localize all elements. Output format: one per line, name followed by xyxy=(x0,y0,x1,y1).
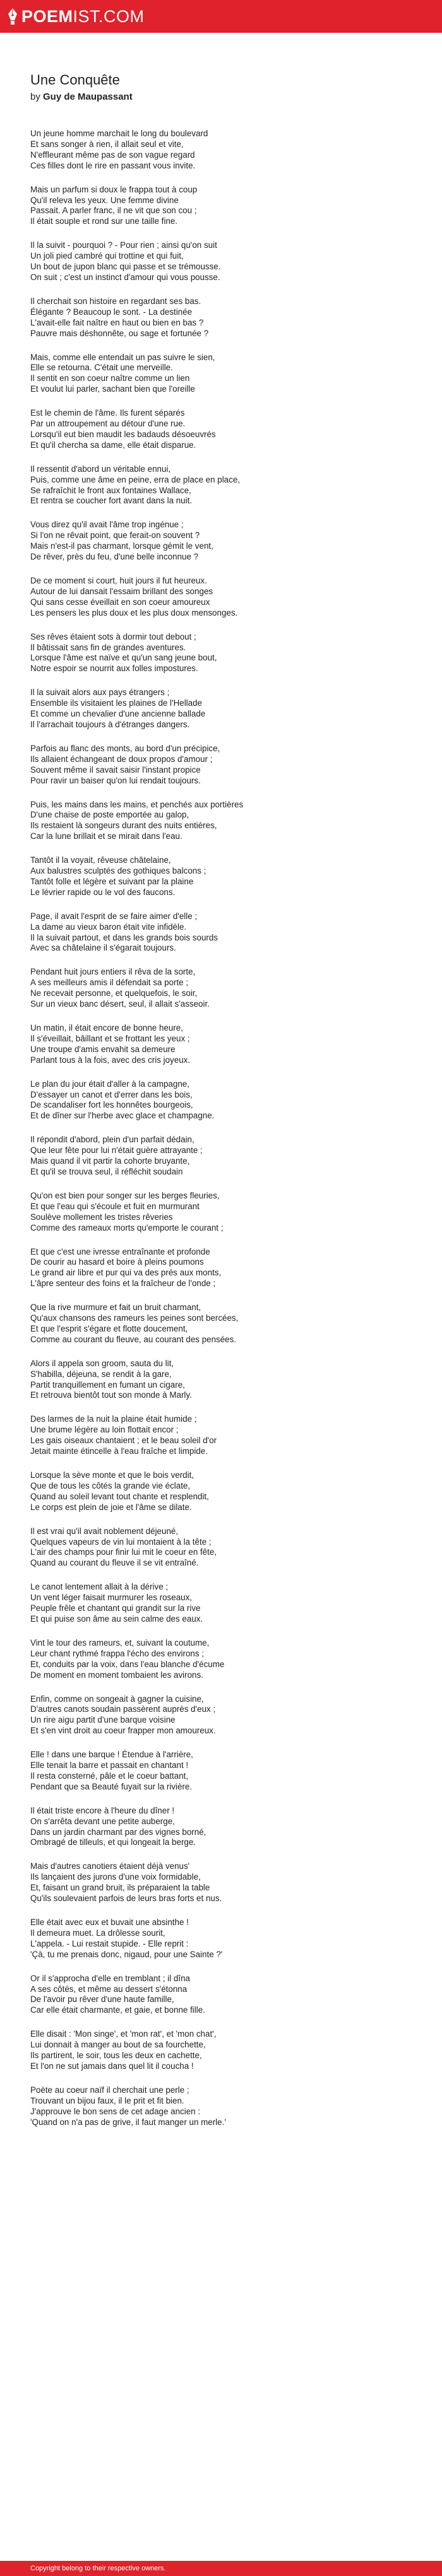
byline-label: by xyxy=(30,91,40,102)
poem-line: Et que c'est une ivresse entraînante et profonde xyxy=(30,1246,210,1256)
poem-line: Que leur fête pour lui n'était guère attrayante ; xyxy=(30,1145,203,1156)
poem-line: Il s'éveillait, bâillant et se frottant les yeux ; xyxy=(30,1033,190,1043)
poem-body xyxy=(30,129,412,2128)
poem-line: Qu'aux chansons des rameurs les peines sont bercées, xyxy=(30,1313,239,1323)
site-logo[interactable] xyxy=(8,7,145,26)
poem-line: Les gais oiseaux chantaient ; et le beau soleil d'or xyxy=(30,1436,217,1446)
poem-line: Qu'il releva les yeux. Une femme divine xyxy=(30,195,179,205)
poem-line: D'essayer un canot et d'errer dans les bois, xyxy=(30,1089,193,1099)
poem-line: Il était souple et rond sur une taille fine. xyxy=(30,216,177,226)
poem-line: Peuple frêle et chantant qui grandit sur la rive xyxy=(30,1603,201,1613)
poem-stanza xyxy=(30,1694,412,1737)
poem-line: De l'avoir pu rêver d'une haute famille, xyxy=(30,1994,174,2005)
poem-line: Et que l'esprit s'égare et flotte doucement, xyxy=(30,1323,188,1333)
poem-line: L'appela. - Lui restait stupide. - Elle reprit : xyxy=(30,1938,189,1948)
poem-byline xyxy=(30,91,412,103)
poem-stanza xyxy=(30,1806,412,1849)
poem-line: Tantôt folle et légère et suivant par la plaine xyxy=(30,876,194,886)
poem-line: A ses meilleurs amis il défendait sa porte ; xyxy=(30,978,189,988)
poem-stanza xyxy=(30,2085,412,2128)
poem-stanza xyxy=(30,1135,412,1178)
poem-line: Le grand air libre et pur qui va des prés aux monts, xyxy=(30,1268,222,1278)
poem-line: Quand au soleil levant tout chante et resplendit, xyxy=(30,1491,209,1501)
poem-line: Et que l'eau qui s'écoule et fuit en murmurant xyxy=(30,1201,200,1211)
poem-stanza xyxy=(30,1582,412,1625)
poem-line: Passait. A parler franc, il ne vit que son cou ; xyxy=(30,206,197,216)
poem-line: Il sentit en son coeur naître comme un lien xyxy=(30,373,190,383)
poem-stanza xyxy=(30,1470,412,1513)
poem-line: Lui donnait à manger au bout de sa fourchette, xyxy=(30,2040,206,2050)
poem-stanza xyxy=(30,408,412,451)
poem-line: Il demeura muet. La drôlesse sourit, xyxy=(30,1928,165,1938)
poem-line: Un matin, il était encore de bonne heure, xyxy=(30,1023,183,1033)
poem-line: Un jeune homme marchait le long du boulevard xyxy=(30,129,208,138)
poem-line: Et rentra se coucher fort avant dans la nuit. xyxy=(30,496,193,506)
poem-stanza xyxy=(30,129,412,172)
poem-line: Et de dîner sur l'herbe avec glace et champagne. xyxy=(30,1111,215,1121)
poem-line: Le plan du jour était d'aller à la campagne, xyxy=(30,1079,189,1089)
poem-line: Mais, comme elle entendait un pas suivre le sien, xyxy=(30,352,215,362)
poem-line: Mais n'est-il pas charmant, lorsque gémit le vent, xyxy=(30,541,213,551)
site-footer xyxy=(0,2561,442,2576)
poem-line: L'air des champs pour finir lui mit le coeur en fête, xyxy=(30,1547,217,1557)
poem-line: Elle tenait la barre et passait en chantant ! xyxy=(30,1760,189,1771)
logo-text-light: IST.COM xyxy=(73,6,145,26)
poem-line: Il l'arrachait toujours à d'étranges dangers. xyxy=(30,719,190,729)
poem-stanza xyxy=(30,296,412,339)
poem-line: Elle disait : 'Mon singe', et 'mon rat', et 'mon chat', xyxy=(30,2029,217,2039)
poem-line: Il répondit d'abord, plein d'un parfait dédain, xyxy=(30,1135,194,1145)
poem-line: J'approuve le bon sens de cet adage ancien : xyxy=(30,2106,201,2116)
poem-line: Et qui puise son âme au sein calme des eaux. xyxy=(30,1613,203,1624)
poem-line: 'Quand on n'a pas de grive, il faut manger un merle.' xyxy=(30,2117,226,2127)
poem-line: Elle se retourna. C'était une merveille. xyxy=(30,363,173,373)
poem-line: Alors il appela son groom, sauta du lit, xyxy=(30,1358,174,1368)
poem-line: D'autres canots soudain passèrent auprès d'eux ; xyxy=(30,1704,216,1714)
poem-line: Et voulut lui parler, sachant bien que l'oreille xyxy=(30,384,195,394)
poem-line: S'habilla, déjeuna, se rendit à la gare, xyxy=(30,1369,172,1379)
poem-line: Pour ravir un baiser qu'on lui rendait toujours. xyxy=(30,775,201,785)
poem-stanza xyxy=(30,1247,412,1290)
poem-stanza xyxy=(30,744,412,787)
logo-text xyxy=(21,7,145,26)
poem-line: Ils restaient là songeurs durant des nuits entières, xyxy=(30,821,217,831)
poem-line: De ce moment si court, huit jours il fut heureux. xyxy=(30,576,207,585)
logo-text-bold: POEM xyxy=(21,6,73,26)
poem-line: Et s'en vint droit au coeur frapper mon amoureux. xyxy=(30,1726,216,1736)
poem-line: Est le chemin de l'âme. Ils furent séparés xyxy=(30,408,185,418)
poem-stanza xyxy=(30,1750,412,1793)
poem-line: Le canot lentement allait à la dérive ; xyxy=(30,1582,169,1592)
poem-line: Poète au coeur naïf il cherchait une perle ; xyxy=(30,2085,189,2095)
poem-stanza xyxy=(30,1974,412,2017)
poem-stanza xyxy=(30,1191,412,1234)
poem-line: Ses rêves étaient sots à dormir tout debout ; xyxy=(30,631,196,641)
poem-line: Ombragé de tilleuls, et qui longeait la berge. xyxy=(30,1837,196,1847)
poem-line: Un bout de jupon blanc qui passe et se trémousse. xyxy=(30,262,221,272)
poem-line: Vint le tour des rameurs, et, suivant la coutume, xyxy=(30,1637,210,1648)
poem-line: Et, conduits par la voix, dans l'eau blanche d'écume xyxy=(30,1659,225,1669)
poem-line: Et l'on ne sut jamais dans quel lit il coucha ! xyxy=(30,2061,194,2071)
poem-line: Comme au courant du fleuve, au courant des pensées. xyxy=(30,1334,237,1344)
poem-line: Page, il avait l'esprit de se faire aimer d'elle ; xyxy=(30,911,198,921)
poem-line: De moment en moment tombaient les avirons. xyxy=(30,1670,203,1680)
poem-line: L'âpre senteur des foins et la fraîcheur de l'onde ; xyxy=(30,1279,216,1289)
poem-line: Un vent léger faisait murmurer les roseaux, xyxy=(30,1593,193,1603)
poem-line: Il ressentit d'abord un véritable ennui, xyxy=(30,464,171,474)
poem-line: Aux balustres sculptés des gothiques balcons ; xyxy=(30,866,206,876)
poem-stanza xyxy=(30,1303,412,1345)
poem-line: D'une chaise de poste emportée au galop, xyxy=(30,810,189,820)
site-header xyxy=(0,0,442,33)
poem-line: Et qu'il chercha sa dame, elle était disparue. xyxy=(30,440,196,450)
poem-line: Partit tranquillement en fumant un cigare, xyxy=(30,1379,185,1390)
poem-line: Les pensers les plus doux et les plus doux mensonges. xyxy=(30,607,238,618)
poem-stanza xyxy=(30,1079,412,1122)
poem-line: Il était triste encore à l'heure du dîner ! xyxy=(30,1805,175,1815)
poem-line: Une troupe d'amis envahit sa demeure xyxy=(30,1044,176,1054)
poem-line: Mais un parfum si doux le frappa tout à coup xyxy=(30,184,198,194)
poem-line: Vous direz qu'il avait l'âme trop ingénue ; xyxy=(30,520,184,530)
poem-line: Se rafraîchit le front aux fontaines Wallace, xyxy=(30,485,191,495)
poem-line: Ils partirent, le soir, tous les deux en cachette, xyxy=(30,2051,202,2061)
poem-stanza xyxy=(30,1526,412,1569)
poem-line: Tantôt il la voyait, rêveuse châtelaine, xyxy=(30,855,171,865)
poem-line: Il la suivait alors aux pays étrangers ; xyxy=(30,688,170,698)
poem-author-link[interactable]: Guy de Maupassant xyxy=(43,91,133,102)
poem-line: Un joli pied cambré qui trottine et qui fuit, xyxy=(30,251,184,261)
poem-line: Il la suivait partout, et dans les grands bois sourds xyxy=(30,932,218,942)
poem-line: Autour de lui dansait l'essaim brillant des songes xyxy=(30,586,213,596)
poem-line: Un rire aigu partit d'une barque voisine xyxy=(30,1715,176,1725)
poem-line: Lorsque l'âme est naïve et qu'un sang jeune bout, xyxy=(30,653,217,663)
poem-line: Que la rive murmure et fait un bruit charmant, xyxy=(30,1303,201,1313)
poem-line: Souvent même il savait saisir l'instant propice xyxy=(30,764,201,775)
poem-line: Sur un vieux banc désert, seul, il allait s'asseoir. xyxy=(30,999,210,1009)
poem-line: Il cherchait son histoire en regardant ses bas. xyxy=(30,296,201,306)
poem-title: Une Conquête xyxy=(30,72,120,88)
poem-line: L'avait-elle fait naître en haut ou bien en bas ? xyxy=(30,317,204,327)
poem-line: Soulève mollement les tristes rêveries xyxy=(30,1212,173,1222)
poem-line: Si l'on ne rêvait point, que ferait-on souvent ? xyxy=(30,530,200,541)
poem-line: Dans un jardin charmant par des vignes borné, xyxy=(30,1827,206,1837)
poem-line: Puis, les mains dans les mains, et penchés aux portières xyxy=(30,799,244,809)
poem-line: Ils lançaient des jurons d'une voix formidable, xyxy=(30,1872,201,1882)
poem-line: Trouvant un bijou faux, il le prit et fit bien. xyxy=(30,2095,184,2105)
poem-stanza xyxy=(30,1917,412,1960)
poem-stanza xyxy=(30,2029,412,2072)
poem-line: Leur chant rythmé frappa l'écho des environs ; xyxy=(30,1648,204,1658)
poem-line: Qui sans cesse éveillait en son coeur amoureux xyxy=(30,597,210,607)
poem-line: 'Çà, tu me prenais donc, nigaud, pour une Sainte ?' xyxy=(30,1949,223,1959)
copyright-text: Copyright belong to their respective owners. xyxy=(30,2565,166,2572)
poem-line: Comme des rameaux morts qu'emporte le courant ; xyxy=(30,1222,224,1232)
poem-line: Et retrouva bientôt tout son monde à Marly. xyxy=(30,1390,192,1400)
poem-line: Car la lune brillait et se mirait dans l'eau. xyxy=(30,831,182,841)
poem-line: La dame au vieux baron était vite infidèle. xyxy=(30,922,187,932)
poem-line: Il la suivit - pourquoi ? - Pour rien ; ainsi qu'on suit xyxy=(30,240,217,250)
poem-line: Le corps est plein de joie et l'âme se dilate. xyxy=(30,1502,192,1512)
poem-stanza xyxy=(30,1414,412,1457)
poem-line: Le lévrier rapide ou le vol des faucons. xyxy=(30,887,176,897)
poem-line: Or il s'approcha d'elle en tremblant ; il dîna xyxy=(30,1973,190,1983)
poem-line: Elle était avec eux et buvait une absinthe ! xyxy=(30,1917,189,1927)
poem-line: Par un attroupement au détour d'une rue. xyxy=(30,419,186,429)
poem-stanza xyxy=(30,240,412,283)
poem-stanza xyxy=(30,688,412,730)
poem-line: Car elle était charmante, et gaie, et bonne fille. xyxy=(30,2005,205,2015)
poem-line: Une brume légère au loin flottait encor ; xyxy=(30,1425,179,1435)
poem-line: Avec sa châtelaine il s'égarait toujours. xyxy=(30,943,176,953)
fountain-pen-icon xyxy=(8,8,18,25)
poem-line: Ils allaient échangeant de doux propos d'amour ; xyxy=(30,754,213,764)
poem-content xyxy=(0,33,442,2128)
poem-line: Jetait mainte étincelle à l'eau fraîche et limpide. xyxy=(30,1446,208,1456)
poem-line: Lorsqu'il eut bien maudit les badauds désoeuvrés xyxy=(30,429,216,439)
poem-stanza xyxy=(30,1861,412,1904)
poem-line: Mais d'autres canotiers étaient déjà venus' xyxy=(30,1861,190,1871)
poem-line: N'effleurant même pas de son vague regard xyxy=(30,149,195,160)
poem-line: De scandaliser fort les honnêtes bourgeois, xyxy=(30,1100,193,1110)
poem-line: Quelques vapeurs de vin lui montaient à la tête ; xyxy=(30,1537,212,1547)
poem-line: Elle ! dans une barque ! Étendue à l'arrière, xyxy=(30,1750,193,1760)
poem-line: Que de tous les côtés la grande vie éclate, xyxy=(30,1480,191,1490)
poem-line: Mais quand il vit partir la cohorte bruyante, xyxy=(30,1156,190,1166)
poem-line: Ensemble ils visitaient les plaines de l'Hellade xyxy=(30,698,202,708)
poem-line: Parfois au flanc des monts, au bord d'un précipice, xyxy=(30,743,220,753)
poem-stanza xyxy=(30,800,412,843)
poem-line: Pendant huit jours entiers il rêva de la sorte, xyxy=(30,967,196,977)
poem-line: Il est vrai qu'il avait noblement déjeuné, xyxy=(30,1526,179,1536)
poem-line: Enfin, comme on songeait à gagner la cuisine, xyxy=(30,1694,204,1704)
poem-line: Qu'ils soulevaient parfois de leurs bras forts et nus. xyxy=(30,1894,222,1904)
poem-stanza xyxy=(30,520,412,563)
poem-line: De rêver, près du feu, d'une belle inconnue ? xyxy=(30,552,199,562)
poem-stanza xyxy=(30,464,412,507)
poem-line: Ces filles dont le rire en passant vous invite. xyxy=(30,160,196,170)
poem-line: On suit ; c'est un instinct d'amour qui vous pousse. xyxy=(30,272,220,282)
poem-line: Des larmes de la nuit la plaine était humide ; xyxy=(30,1414,197,1424)
poem-stanza xyxy=(30,967,412,1010)
poem-stanza xyxy=(30,911,412,954)
poem-line: Et comme un chevalier d'une ancienne ballade xyxy=(30,709,206,719)
poem-line: A ses côtés, et même au dessert s'étonna xyxy=(30,1984,188,1994)
poem-line: Et qu'il se trouva seul, il réfléchit soudain xyxy=(30,1166,183,1176)
poem-stanza xyxy=(30,855,412,898)
poem-line: Puis, comme une âme en peine, erra de place en place, xyxy=(30,474,240,484)
poem-line: Il bâtissait sans fin de grandes aventures. xyxy=(30,642,186,652)
poem-stanza xyxy=(30,632,412,675)
poem-line: Pendant que sa Beauté fuyait sur la rivière. xyxy=(30,1781,193,1791)
poem-stanza xyxy=(30,185,412,228)
poem-line: Et sans songer à rien, il allait seul et vite, xyxy=(30,139,184,149)
poem-stanza xyxy=(30,1359,412,1402)
poem-line: Et, faisant un grand bruit, ils préparaient la table xyxy=(30,1883,210,1893)
poem-stanza xyxy=(30,1638,412,1681)
poem-line: Il resta consterné, pâle et le coeur battant, xyxy=(30,1771,189,1781)
poem-line: Pauvre mais déshonnête, ou sage et fortunée ? xyxy=(30,328,209,338)
poem-line: On s'arrêta devant une petite auberge, xyxy=(30,1816,175,1826)
poem-line: Notre espoir se nourrit aux folles impostures. xyxy=(30,664,198,674)
poem-line: Quand au courant du fleuve il se vit entraîné. xyxy=(30,1558,199,1568)
poem-line: De courir au hasard et boire à pleins poumons xyxy=(30,1257,204,1267)
poem-stanza xyxy=(30,1023,412,1066)
poem-stanza xyxy=(30,353,412,395)
poem-line: Parlant tous à la fois, avec des cris joyeux. xyxy=(30,1055,191,1065)
poem-stanza xyxy=(30,576,412,619)
poem-line: Élégante ? Beaucoup le sont. - La destinée xyxy=(30,307,193,317)
poem-line: Ne recevait personne, et quelquefois, le soir, xyxy=(30,988,198,998)
poem-line: Qu'on est bien pour songer sur les berges fleuries, xyxy=(30,1190,220,1200)
poem-line: Lorsque la sève monte et que le bois verdit, xyxy=(30,1470,194,1480)
